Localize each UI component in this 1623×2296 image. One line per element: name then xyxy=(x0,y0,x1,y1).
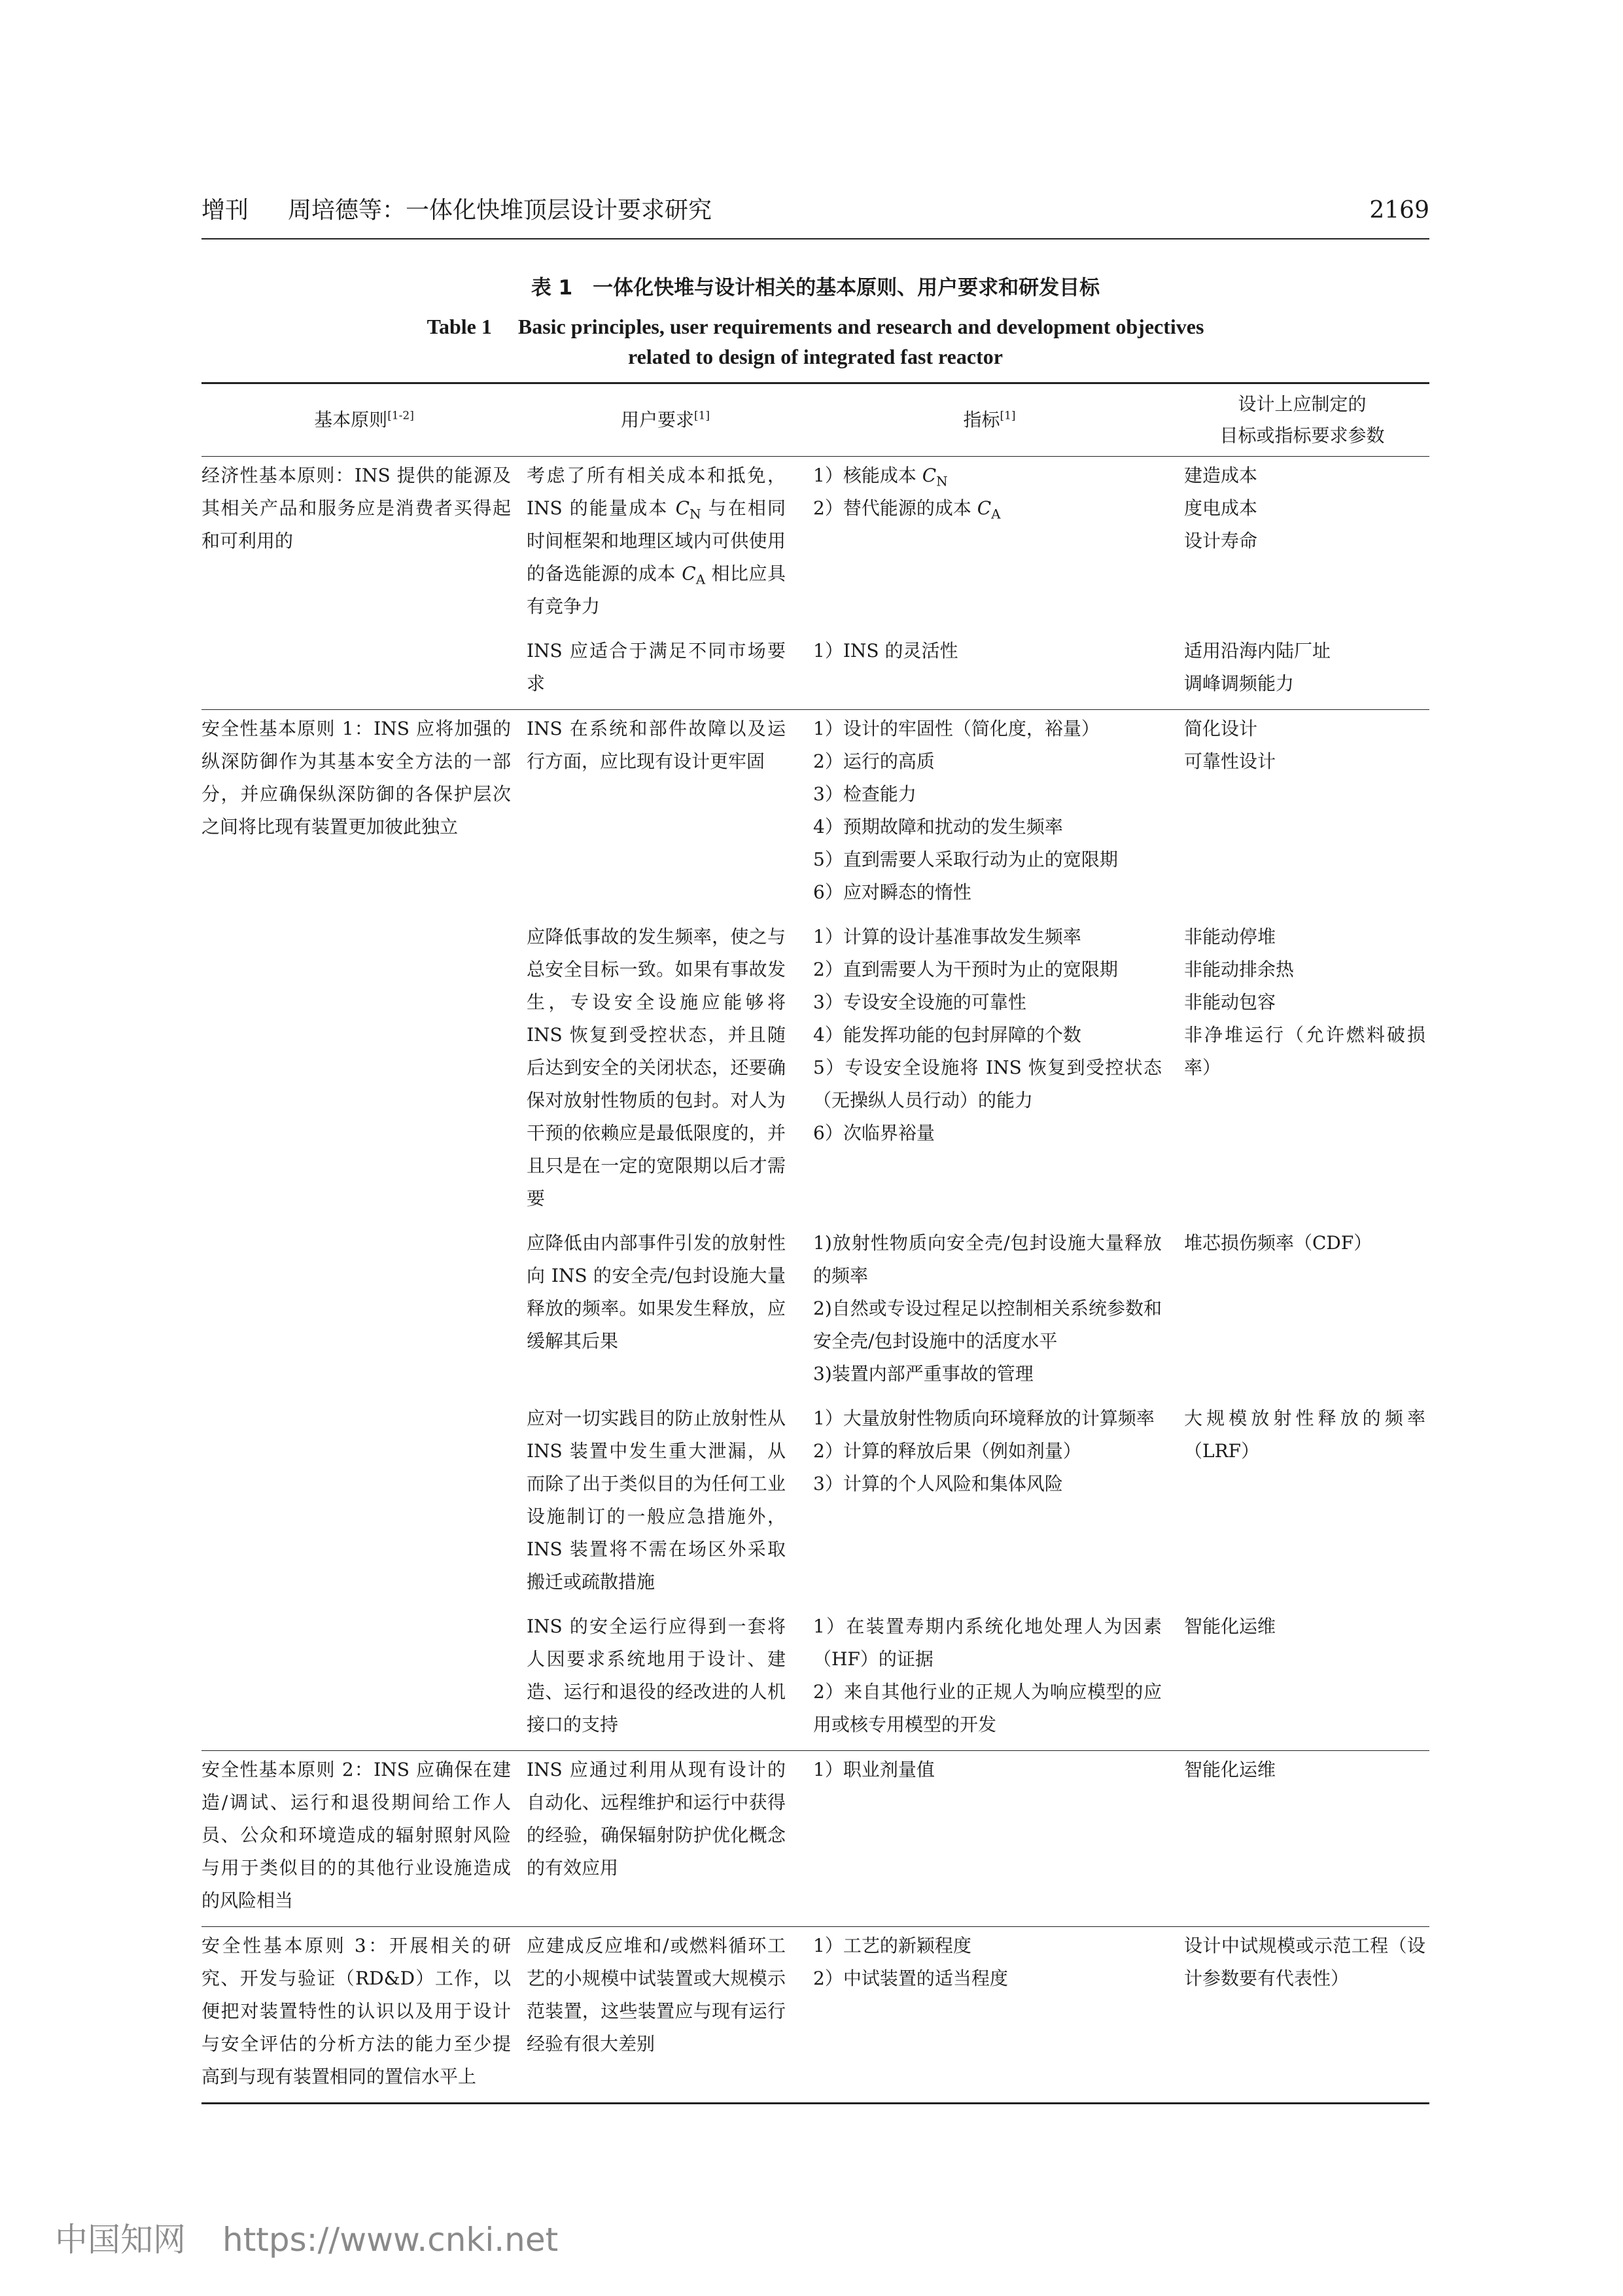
requirement-cell: 应降低由内部事件引发的放射性向 INS 的安全壳/包封设施大量释放的频率。如果发生释放，应缓解其后果 xyxy=(527,1232,786,1352)
col-header-indicator: 指标[1] xyxy=(963,409,1016,431)
table-row xyxy=(201,710,1429,919)
requirement-cell: INS 应通过利用从现有设计的自动化、远程维护和运行中获得的经验，确保辐射防护优化概念的有效应用 xyxy=(527,1751,804,1927)
table-caption-en xyxy=(201,311,1429,372)
col-header-requirement: 用户要求[1] xyxy=(620,409,710,431)
cnki-watermark xyxy=(55,2217,558,2263)
requirement-cell: 应降低事故的发生频率，使之与总安全目标一致。如果有事故发生，专设安全设施应能够将 INS 恢复到受控状态，并且随后达到安全的关闭状态，还要确保对放射性物质的包封。对人为干预的依赖应是最低限度的，并且只是在一定的宽限期以后才需要 xyxy=(527,926,786,1209)
requirement-cell: 应建成反应堆和/或燃料循环工艺的小规模中试装置或大规模示范装置，这些装置应与现有运行经验有很大差别 xyxy=(527,1927,804,2104)
requirement-cell: INS 应适合于满足不同市场要求 xyxy=(527,640,786,694)
watermark-brand: 中国知网 xyxy=(55,2221,186,2259)
running-title: 周培德等：一体化快堆顶层设计要求研究 xyxy=(288,197,712,224)
requirement-cell: 应对一切实践目的防止放射性从 INS 装置中发生重大泄漏，从而除了出于类似目的为任何工业设施制订的一般应急措施外，INS 装置将不需在场区外采取搬迁或疏散措施 xyxy=(527,1407,786,1593)
indicator-cell: 1）INS 的灵活性 xyxy=(813,640,958,662)
principle-cell: 安全性基本原则 3：开展相关的研究、开发与验证（RD&D）工作，以便把对装置特性的认识以及用于设计与安全评估的分析方法的能力至少提高到与现有装置相同的置信水平上 xyxy=(201,1927,527,2104)
table-row xyxy=(201,1751,1429,1927)
running-head xyxy=(201,195,1429,234)
col-header-target: 设计上应制定的 目标或指标要求参数 xyxy=(1219,393,1385,446)
indicator-cell: 1）职业剂量值 xyxy=(804,1751,1175,1927)
requirement-cell: INS 的安全运行应得到一套将人因要求系统地用于设计、建造、运行和退役的经改进的人机接口的支持 xyxy=(527,1616,786,1735)
principle-cell: 安全性基本原则 2：INS 应确保在建造/调试、运行和退役期间给工作人员、公众和环境造成的辐射照射风险与用于类似目的的其他行业设施造成的风险相当 xyxy=(201,1751,527,1927)
target-cell: 堆芯损伤频率（CDF） xyxy=(1184,1232,1372,1254)
indicator-cell: 1）在装置寿期内系统化地处理人为因素（HF）的证据 2）来自其他行业的正规人为响应模型的应用或核专用模型的开发 xyxy=(813,1616,1162,1735)
requirements-table xyxy=(201,382,1429,2104)
indicator-cell: 1）核能成本 $C_N$ 2）替代能源的成本 $C_A$ xyxy=(804,457,1175,633)
table-row xyxy=(201,457,1429,633)
indicator-cell: 1）设计的牢固性（简化度，裕量） 2）运行的高质 3）检查能力 4）预期故障和扰动的发生频率 5）直到需要人采取行动为止的宽限期 6）应对瞬态的惰性 xyxy=(804,710,1175,919)
target-cell: 智能化运维 xyxy=(1184,1616,1276,1637)
table-caption-en-line2: related to design of integrated fast reactor xyxy=(628,345,1003,368)
target-cell: 大规模放射性释放的频率（LRF） xyxy=(1184,1407,1425,1462)
requirement-cell: INS 在系统和部件故障以及运行方面，应比现有设计更牢固 xyxy=(527,710,804,919)
target-cell: 适用沿海内陆厂址 调峰调频能力 xyxy=(1184,640,1331,694)
table-header-row xyxy=(201,383,1429,457)
target-cell: 设计中试规模或示范工程（设计参数要有代表性） xyxy=(1175,1927,1429,2104)
indicator-cell: 1）计算的设计基准事故发生频率 2）直到需要人为干预时为止的宽限期 3）专设安全设施的可靠性 4）能发挥功能的包封屏障的个数 5）专设安全设施将 INS 恢复到受控状态（无操纵人员行动）的能力 6）次临界裕量 xyxy=(813,926,1162,1144)
indicator-cell: 1）大量放射性物质向环境释放的计算频率 2）计算的释放后果（例如剂量） 3）计算的个人风险和集体风险 xyxy=(813,1407,1155,1494)
requirement-cell: 考虑了所有相关成本和抵免，INS 的能量成本 $C_N$ 与在相同时间框架和地理区域内可供使用的备选能源的成本 $C_A$ 相比应具有竞争力 xyxy=(527,457,804,633)
target-cell: 智能化运维 xyxy=(1175,1751,1429,1927)
target-cell: 简化设计 可靠性设计 xyxy=(1175,710,1429,919)
table-row xyxy=(201,1927,1429,2104)
indicator-cell: 1)放射性物质向安全壳/包封设施大量释放的频率 2)自然或专设过程足以控制相关系统参数和安全壳/包封设施中的活度水平 3)装置内部严重事故的管理 xyxy=(813,1232,1162,1385)
col-header-principle: 基本原则[1-2] xyxy=(314,409,414,431)
target-cell: 建造成本 度电成本 设计寿命 xyxy=(1175,457,1429,633)
principle-cell: 经济性基本原则：INS 提供的能源及其相关产品和服务应是消费者买得起和可利用的 xyxy=(201,457,527,710)
header-rule xyxy=(201,238,1429,239)
table-caption-en-line1: Table 1 Basic principles, user requirements and research and development objectives xyxy=(427,315,1204,338)
page-number: 2169 xyxy=(1369,197,1429,224)
table-caption-cn: 表 1 一体化快堆与设计相关的基本原则、用户要求和研发目标 xyxy=(531,276,1100,300)
watermark-url[interactable]: https://www.cnki.net xyxy=(222,2221,559,2259)
principle-cell: 安全性基本原则 1：INS 应将加强的纵深防御作为其基本安全方法的一部分，并应确保纵深防御的各保护层次之间将比现有装置更加彼此独立 xyxy=(201,710,527,1751)
indicator-cell: 1）工艺的新颖程度 2）中试装置的适当程度 xyxy=(804,1927,1175,2104)
target-cell: 非能动停堆 非能动排余热 非能动包容 非净堆运行（允许燃料破损率） xyxy=(1184,926,1425,1078)
issue-label: 增刊 xyxy=(201,197,249,224)
